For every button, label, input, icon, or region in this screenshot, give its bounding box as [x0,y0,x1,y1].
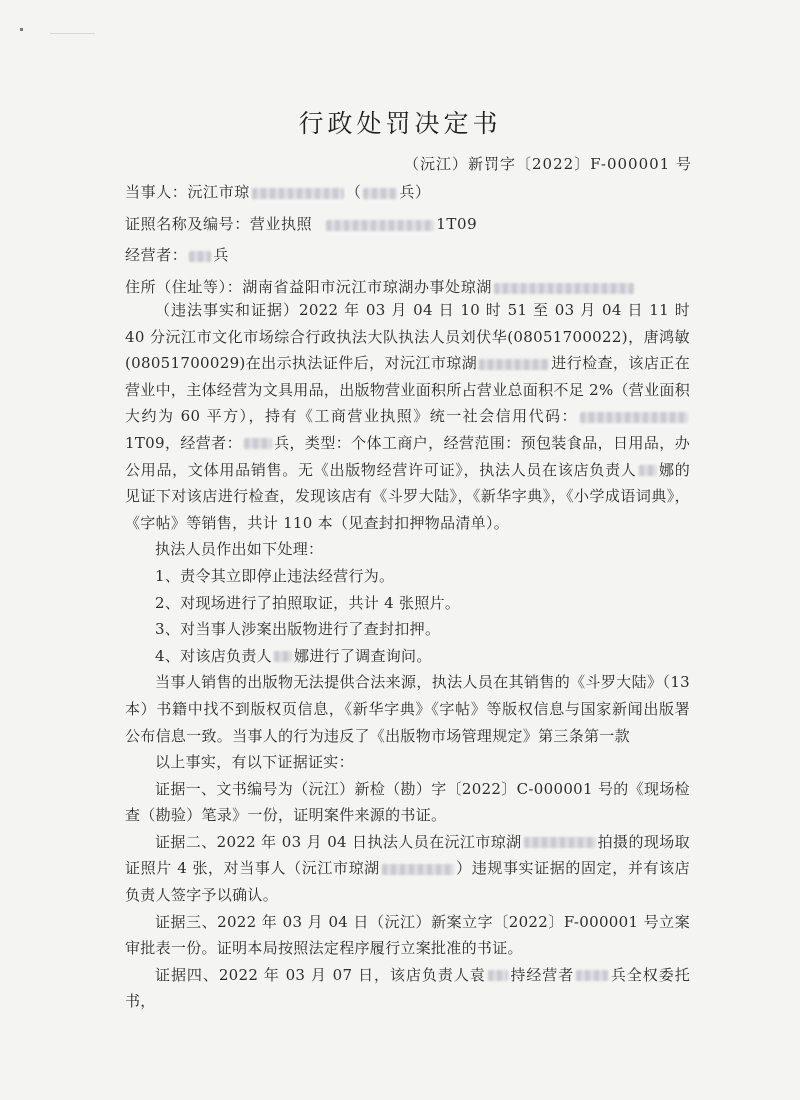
redacted-block [244,438,272,449]
action-item-2: 2、对现场进行了拍照取证，共计 4 张照片。 [155,593,461,612]
paragraph-evidence-intro: 以上事实，有以下证据证实： [155,753,354,772]
redacted-block [580,412,688,423]
scan-speck [20,28,23,31]
text-segment: 进行检查，该店正在营业中，主体经营为文具用品，出版物营业面积所占营业总面积不足 2%（营业面积大约为 60 平方），持有《工商营业执照》统一社会信用代码： [125,354,690,426]
redacted-block [382,864,454,875]
license-value-suffix: 1T09 [436,215,478,233]
evidence-4 [125,962,690,1015]
party-value-suffix: 兵） [399,183,431,201]
operator-value-suffix: 兵 [213,246,230,264]
address-line [125,276,636,297]
address-value: 湖南省益阳市沅江市琼湖办事处琼湖 [242,278,492,296]
redacted-block [479,359,549,370]
paragraph-violation: 当事人销售的出版物无法提供合法来源，执法人员在其销售的《斗罗大陆》（13 本）书籍中找不到版权页信息，《新华字典》《字帖》等版权信息与国家新闻出版署公布信息一致。当事人的行为违反了《出版物市场管理规定》第三条第一款 [125,673,690,745]
text-segment: 拍摄的现场取证照片 4 张，对当事人（沅江市琼湖 [125,832,690,878]
text-segment: 兵，类型：个体工商户，经营范围：预包装食品，日用品，办公用品，文体用品销售。无《出版物经营许可证》，执法人员在该店负责人 [125,433,690,479]
party-value-prefix: 沅江市琼 [187,183,250,201]
redacted-block [326,220,434,231]
redacted-block [363,188,397,199]
evidence-2 [125,829,690,909]
party-label: 当事人： [125,183,188,201]
license-line [125,213,477,234]
text-segment: ）违规事实证据的固定，并有该店负责人签字予以确认。 [125,859,690,905]
text-segment: 娜的见证下对该店进行检查，发现该店有《斗罗大陆》，《新华字典》，《小学成语词典》，《字帖》等销售，共计 110 本（见查封扣押物品清单）。 [125,460,690,532]
text-segment: 1T09，经营者： [125,433,242,452]
redacted-block [639,465,657,476]
text-segment: 兵全权委托书， [125,965,690,1011]
operator-line [125,244,229,265]
document-number: （沅江）新罚字〔2022〕F-000001 号 [403,155,692,173]
redacted-block [488,970,508,981]
action-item-3: 3、对当事人涉案出版物进行了查封扣押。 [155,620,441,639]
scan-mark [50,33,95,34]
evidence-3: 证据三、2022 年 03 月 04 日（沅江）新案立字〔2022〕F-000001 号立案审批表一份。证明本局按照法定程序履行立案批准的书证。 [125,912,690,958]
redacted-block [252,188,344,199]
license-label: 证照名称及编号： [125,215,250,233]
document-title: 行政处罚决定书 [298,109,502,138]
redacted-block [189,251,211,262]
text-segment: 证据二、2022 年 03 月 04 日执法人员在沅江市琼湖 [155,832,522,851]
redacted-block [524,837,596,848]
license-value-prefix: 营业执照 [249,215,313,233]
text-segment: 4、对该店负责人 [155,646,272,665]
paragraph-actions-intro: 执法人员作出如下处理： [155,540,324,559]
redacted-block [274,651,292,662]
address-label: 住所（住址等）： [125,278,243,296]
paragraph-facts [125,297,690,536]
text-segment: （违法事实和证据）2022 年 03 月 04 日 10 时 51 至 03 月 04 日 11 时 40 分沅江市文化市场综合行政执法大队执法人员刘伏华(08051700022)，唐鸿敏(08051700029)在出示执法证件后，对沅江市琼湖 [125,301,690,373]
document-body [125,297,690,1015]
action-item-1: 1、责令其立即停止违法经营行为。 [155,566,395,585]
text-segment: 持经营者 [509,965,575,984]
text-segment: 证据四、2022 年 03 月 07 日，该店负责人袁 [155,965,486,984]
party-line: 当事人：沅江市琼 （ 兵） [125,183,431,201]
redacted-block [494,283,634,294]
redacted-block [576,970,608,981]
operator-label: 经营者： [125,246,188,264]
evidence-1: 证据一、文书编号为（沅江）新检（勘）字〔2022〕C-000001 号的《现场检查（勘验）笔录》一份，证明案件来源的书证。 [125,779,690,825]
action-item-4 [125,643,690,670]
text-segment: 娜进行了调查询问。 [293,646,432,665]
